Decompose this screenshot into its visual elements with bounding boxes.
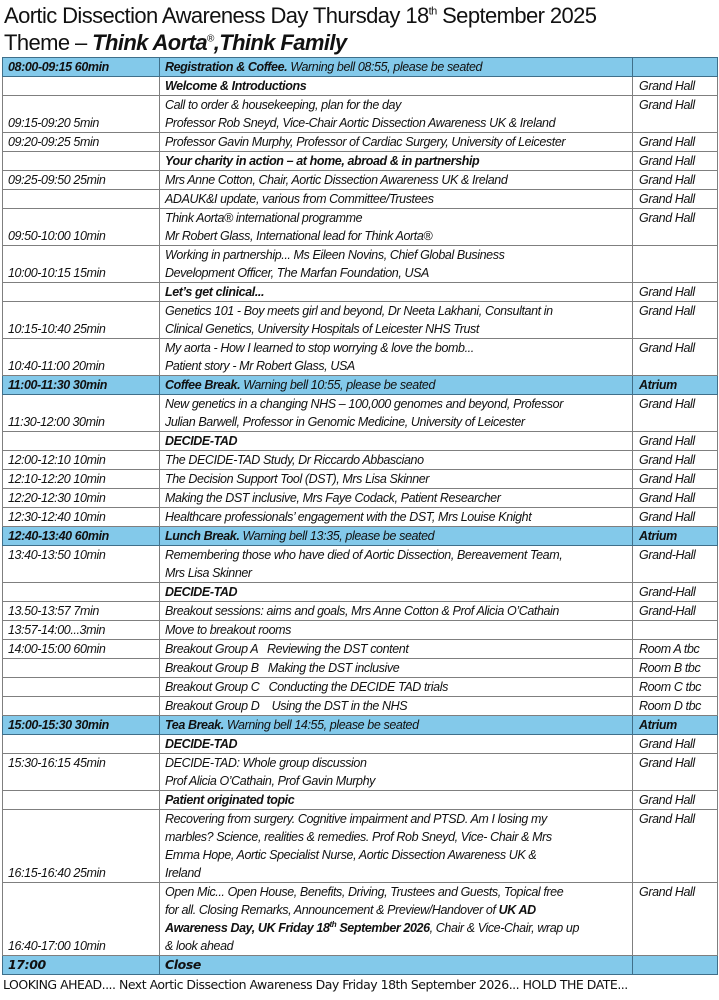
agenda-row	[3, 451, 718, 470]
agenda-row	[3, 602, 718, 621]
session-cell: Healthcare professionals’ engagement with the DST, Mrs Louise Knight	[160, 508, 633, 527]
break-detail: Warning bell 14:55, please be seated	[223, 718, 419, 732]
session-line: Ireland	[165, 866, 201, 880]
agenda-row	[3, 432, 718, 451]
break-detail: Warning bell 08:55, please be seated	[287, 60, 483, 74]
room-cell: Atrium	[633, 527, 718, 546]
theme-think-family: ,Think Family	[213, 30, 347, 55]
session-cell	[160, 302, 633, 339]
title-tail: September 2025	[436, 3, 597, 28]
session-bold-text: September 2026	[336, 921, 430, 935]
room-cell: Grand Hall	[633, 791, 718, 810]
session-line: Recovering from surgery. Cognitive impairment and PTSD. Am I losing my	[165, 812, 547, 826]
session-line: Mr Robert Glass, International lead for Think Aorta®	[165, 229, 433, 243]
time-cell	[3, 77, 160, 96]
time-cell: 17:00	[3, 956, 160, 975]
agenda-row	[3, 209, 718, 246]
agenda-row	[3, 508, 718, 527]
session-cell	[160, 883, 633, 956]
agenda-row	[3, 583, 718, 602]
time-cell	[3, 432, 160, 451]
session-line: Call to order & housekeeping, plan for the day	[165, 98, 401, 112]
page-title	[4, 2, 715, 29]
session-line: Clinical Genetics, University Hospitals of Leicester NHS Trust	[165, 322, 479, 336]
room-cell	[633, 621, 718, 640]
session-line: DECIDE-TAD: Whole group discussion	[165, 756, 367, 770]
session-cell	[160, 96, 633, 133]
agenda-row	[3, 810, 718, 883]
session-line: Genetics 101 - Boy meets girl and beyond, Dr Neeta Lakhani, Consultant in	[165, 304, 553, 318]
session-line: Julian Barwell, Professor in Genomic Medicine, University of Leicester	[165, 415, 525, 429]
session-cell	[160, 395, 633, 432]
session-cell	[160, 339, 633, 376]
room-cell: Grand Hall	[633, 883, 718, 956]
time-cell: 09:20-09:25 5min	[3, 133, 160, 152]
room-cell: Grand Hall	[633, 470, 718, 489]
section-heading: DECIDE-TAD	[160, 583, 633, 602]
session-cell	[160, 716, 633, 735]
room-cell: Grand-Hall	[633, 583, 718, 602]
time-cell: 16:15-16:40 25min	[3, 810, 160, 883]
section-heading: DECIDE-TAD	[160, 432, 633, 451]
break-title: Coffee Break.	[165, 378, 241, 392]
agenda-row	[3, 302, 718, 339]
agenda-row-close	[3, 956, 718, 975]
session-bold-text: Awareness Day, UK Friday 18	[165, 921, 330, 935]
time-cell: 15:00-15:30 30min	[3, 716, 160, 735]
room-cell	[633, 246, 718, 283]
time-cell: 10:40-11:00 20min	[3, 339, 160, 376]
agenda-row	[3, 133, 718, 152]
time-cell: 15:30-16:15 45min	[3, 754, 160, 791]
session-line: Open Mic... Open House, Benefits, Driving, Trustees and Guests, Topical free	[165, 885, 564, 899]
session-text: for all. Closing Remarks, Announcement & Preview/Handover of	[165, 903, 499, 917]
room-cell: Grand Hall	[633, 77, 718, 96]
agenda-row	[3, 283, 718, 302]
session-line	[165, 919, 627, 937]
time-cell: 12:30-12:40 10min	[3, 508, 160, 527]
agenda-row	[3, 152, 718, 171]
session-cell	[160, 810, 633, 883]
agenda-row	[3, 246, 718, 283]
room-cell: Grand Hall	[633, 209, 718, 246]
room-cell: Room A tbc	[633, 640, 718, 659]
agenda-row	[3, 546, 718, 583]
time-cell: 14:00-15:00 60min	[3, 640, 160, 659]
session-cell: Move to breakout rooms	[160, 621, 633, 640]
room-cell: Grand Hall	[633, 754, 718, 791]
room-cell: Grand Hall	[633, 171, 718, 190]
agenda-row	[3, 678, 718, 697]
session-cell: Professor Gavin Murphy, Professor of Cardiac Surgery, University of Leicester	[160, 133, 633, 152]
session-line: & look ahead	[165, 939, 234, 953]
session-line: Prof Alicia O’Cathain, Prof Gavin Murphy	[165, 774, 376, 788]
room-cell: Grand Hall	[633, 152, 718, 171]
room-cell: Grand-Hall	[633, 546, 718, 583]
session-cell: Making the DST inclusive, Mrs Faye Codack, Patient Researcher	[160, 489, 633, 508]
time-cell	[3, 735, 160, 754]
room-cell: Grand Hall	[633, 432, 718, 451]
room-cell: Room D tbc	[633, 697, 718, 716]
time-cell	[3, 791, 160, 810]
room-cell: Grand Hall	[633, 96, 718, 133]
time-cell: 11:00-11:30 30min	[3, 376, 160, 395]
close-label: Close	[160, 956, 633, 975]
time-cell	[3, 283, 160, 302]
session-line: Mrs Lisa Skinner	[165, 566, 252, 580]
room-cell	[633, 58, 718, 77]
theme-think-aorta: Think Aorta	[92, 30, 207, 55]
agenda-row	[3, 754, 718, 791]
section-heading: Welcome & Introductions	[160, 77, 633, 96]
session-cell: Breakout Group A Reviewing the DST content	[160, 640, 633, 659]
title-superscript: th	[428, 5, 437, 18]
room-cell: Grand Hall	[633, 302, 718, 339]
superscript: th	[329, 919, 337, 929]
break-title: Tea Break.	[165, 718, 224, 732]
session-cell: Mrs Anne Cotton, Chair, Aortic Dissection Awareness UK & Ireland	[160, 171, 633, 190]
session-cell	[160, 754, 633, 791]
agenda-row	[3, 190, 718, 209]
break-title: Lunch Break.	[165, 529, 240, 543]
session-bold-text: UK AD	[498, 903, 536, 917]
time-cell: 13:57-14:00...3min	[3, 621, 160, 640]
section-heading: Patient originated topic	[160, 791, 633, 810]
time-cell: 12:20-12:30 10min	[3, 489, 160, 508]
session-line: Development Officer, The Marfan Foundation, USA	[165, 266, 429, 280]
agenda-row	[3, 395, 718, 432]
agenda-row	[3, 621, 718, 640]
time-cell: 13:40-13:50 10min	[3, 546, 160, 583]
agenda-row	[3, 735, 718, 754]
session-line: New genetics in a changing NHS – 100,000 genomes and beyond, Professor	[165, 397, 563, 411]
session-cell	[160, 546, 633, 583]
break-title: Registration & Coffee.	[165, 60, 288, 74]
room-cell	[633, 956, 718, 975]
footer-note: LOOKING AHEAD.... Next Aortic Dissection Awareness Day Friday 18th September 2026... HOLD THE DATE...	[3, 977, 628, 992]
time-cell	[3, 190, 160, 209]
session-line: Remembering those who have died of Aortic Dissection, Bereavement Team,	[165, 548, 563, 562]
room-cell: Grand-Hall	[633, 602, 718, 621]
time-cell: 08:00-09:15 60min	[3, 58, 160, 77]
session-cell: The DECIDE-TAD Study, Dr Riccardo Abbasciano	[160, 451, 633, 470]
time-cell	[3, 697, 160, 716]
agenda-row	[3, 659, 718, 678]
session-line: Professor Rob Sneyd, Vice-Chair Aortic Dissection Awareness UK & Ireland	[165, 116, 556, 130]
time-cell	[3, 152, 160, 171]
room-cell: Room B tbc	[633, 659, 718, 678]
agenda-row	[3, 640, 718, 659]
section-heading: DECIDE-TAD	[160, 735, 633, 754]
session-line: My aorta - How I learned to stop worrying & love the bomb...	[165, 341, 474, 355]
time-cell: 09:50-10:00 10min	[3, 209, 160, 246]
break-detail: Warning bell 13:35, please be seated	[239, 529, 435, 543]
room-cell: Grand Hall	[633, 735, 718, 754]
agenda-row	[3, 470, 718, 489]
agenda-row	[3, 489, 718, 508]
room-cell: Atrium	[633, 716, 718, 735]
session-line: marbles? Science, realities & remedies. Prof Rob Sneyd, Vice- Chair & Mrs	[165, 830, 552, 844]
session-line: Patient story - Mr Robert Glass, USA	[165, 359, 355, 373]
page-header	[0, 0, 719, 56]
session-cell: Breakout Group D Using the DST in the NHS	[160, 697, 633, 716]
room-cell: Grand Hall	[633, 339, 718, 376]
break-detail: Warning bell 10:55, please be seated	[240, 378, 436, 392]
room-cell: Grand Hall	[633, 190, 718, 209]
agenda-row	[3, 697, 718, 716]
session-cell: The Decision Support Tool (DST), Mrs Lisa Skinner	[160, 470, 633, 489]
session-cell	[160, 209, 633, 246]
room-cell: Grand Hall	[633, 283, 718, 302]
room-cell: Grand Hall	[633, 451, 718, 470]
room-cell: Grand Hall	[633, 508, 718, 527]
time-cell: 09:15-09:20 5min	[3, 96, 160, 133]
time-cell: 09:25-09:50 25min	[3, 171, 160, 190]
session-cell	[160, 527, 633, 546]
time-cell	[3, 583, 160, 602]
room-cell: Grand Hall	[633, 395, 718, 432]
session-cell	[160, 246, 633, 283]
time-cell: 11:30-12:00 30min	[3, 395, 160, 432]
agenda-row	[3, 171, 718, 190]
session-cell: ADAUK&I update, various from Committee/Trustees	[160, 190, 633, 209]
section-heading: Let’s get clinical...	[160, 283, 633, 302]
time-cell	[3, 678, 160, 697]
session-cell: Breakout Group C Conducting the DECIDE TAD trials	[160, 678, 633, 697]
agenda-row	[3, 883, 718, 956]
title-text: Aortic Dissection Awareness Day Thursday 18	[4, 3, 429, 28]
room-cell: Room C tbc	[633, 678, 718, 697]
agenda-row-registration	[3, 58, 718, 77]
session-line: Think Aorta® international programme	[165, 211, 363, 225]
agenda-row	[3, 339, 718, 376]
theme-prefix: Theme –	[4, 30, 93, 55]
session-line: Working in partnership... Ms Eileen Novins, Chief Global Business	[165, 248, 505, 262]
agenda-row	[3, 96, 718, 133]
time-cell	[3, 659, 160, 678]
room-cell: Grand Hall	[633, 133, 718, 152]
room-cell: Atrium	[633, 376, 718, 395]
time-cell: 16:40-17:00 10min	[3, 883, 160, 956]
theme-line	[4, 29, 715, 56]
session-line: Emma Hope, Aortic Specialist Nurse, Aortic Dissection Awareness UK &	[165, 848, 537, 862]
time-cell: 12:10-12:20 10min	[3, 470, 160, 489]
agenda-row	[3, 791, 718, 810]
session-line	[165, 901, 627, 919]
agenda-row	[3, 77, 718, 96]
session-cell: Breakout sessions: aims and goals, Mrs Anne Cotton & Prof Alicia O’Cathain	[160, 602, 633, 621]
registered-mark: ®	[206, 33, 214, 45]
session-cell	[160, 376, 633, 395]
section-heading: Your charity in action – at home, abroad & in partnership	[160, 152, 633, 171]
room-cell: Grand Hall	[633, 810, 718, 883]
session-cell	[160, 58, 633, 77]
agenda-row-tea-break	[3, 716, 718, 735]
room-cell: Grand Hall	[633, 489, 718, 508]
agenda-row-lunch-break	[3, 527, 718, 546]
time-cell: 10:00-10:15 15min	[3, 246, 160, 283]
time-cell: 12:40-13:40 60min	[3, 527, 160, 546]
agenda-row-coffee-break	[3, 376, 718, 395]
time-cell: 12:00-12:10 10min	[3, 451, 160, 470]
agenda-table	[2, 57, 718, 975]
session-cell: Breakout Group B Making the DST inclusive	[160, 659, 633, 678]
time-cell: 13.50-13:57 7min	[3, 602, 160, 621]
session-text: , Chair & Vice-Chair, wrap up	[429, 921, 579, 935]
time-cell: 10:15-10:40 25min	[3, 302, 160, 339]
